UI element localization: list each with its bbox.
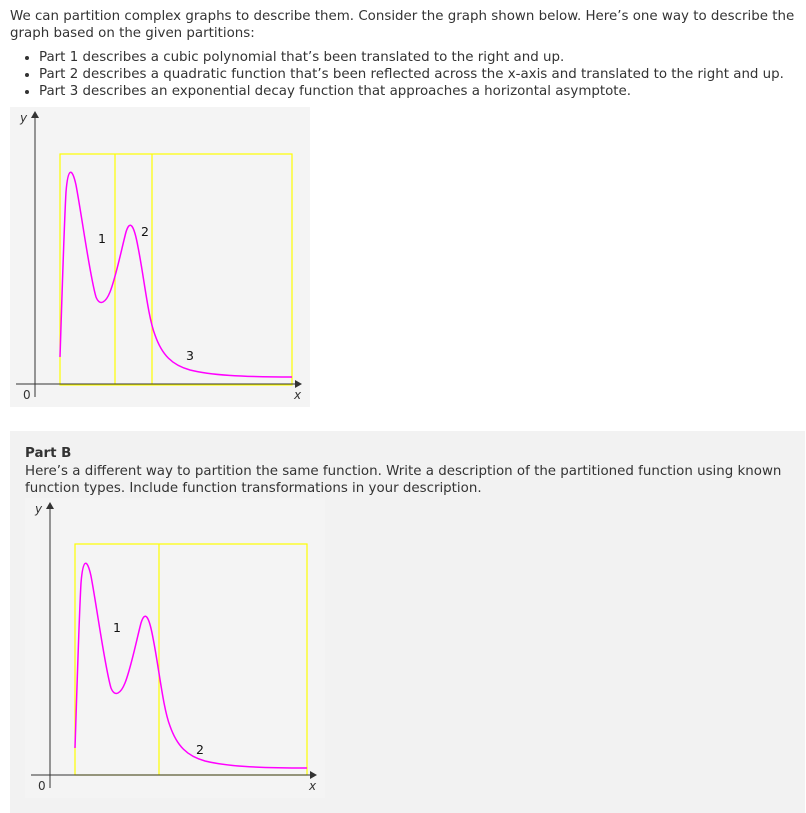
x-axis-label: x [309, 779, 317, 793]
origin-label: 0 [23, 388, 31, 402]
part-1-label: 1 [113, 620, 121, 635]
part-b-instructions: Here’s a different way to partition the same function. Write a description of the partitioned function using known function types. Include function transformations in your description. [25, 464, 782, 496]
part-2-label: 2 [141, 224, 149, 239]
intro-text: We can partition complex graphs to describe them. Consider the graph shown below. Here’s one way to describe the graph based on the given partitions: [10, 9, 795, 41]
part-1-label: 1 [98, 231, 106, 246]
partition-item-3: • Part 3 describes an exponential decay function that approaches a horizontal asymptote. [39, 83, 796, 100]
partitioned-graph-1 [10, 107, 310, 407]
partitioned-graph-2 [25, 498, 325, 798]
partition-item-2: • Part 2 describes a quadratic function that’s been reflected across the x-axis and translated to the right and up. [39, 66, 796, 83]
origin-label: 0 [38, 779, 46, 793]
part-3-label: 3 [186, 348, 194, 363]
x-axis-label: x [294, 388, 302, 402]
graph-background [10, 107, 310, 407]
part-b-panel [10, 431, 805, 813]
part-b-title: Part B [25, 446, 72, 461]
y-axis-label: y [35, 502, 43, 516]
partition-list [10, 49, 796, 100]
intro-section [10, 8, 796, 100]
graph-background [25, 498, 325, 798]
partition-item-1: • Part 1 describes a cubic polynomial that’s been translated to the right and up. [39, 49, 796, 66]
part-2-label: 2 [196, 742, 204, 757]
y-axis-label: y [20, 111, 28, 125]
